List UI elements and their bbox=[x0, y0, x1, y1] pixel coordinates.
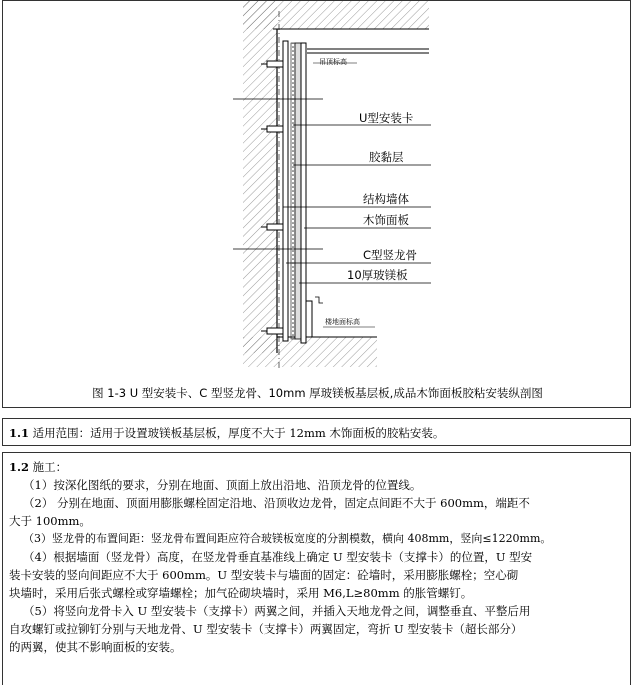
item-line: （5）将竖向龙骨卡入 U 型安装卡（支撑卡）两翼之间，并插入天地龙骨之间，调整垂直、平整后用 bbox=[23, 604, 531, 618]
section-1-2-heading-line bbox=[9, 458, 624, 476]
label-floor-level: 楼地面标高 bbox=[325, 318, 360, 326]
item-line: （3）竖龙骨的布置间距：竖龙骨布置间距应符合玻镁板宽度的分割模数，横向 408mm，竖向≤1220mm。 bbox=[23, 532, 552, 545]
section-1-2-number: 1.2 bbox=[9, 460, 30, 474]
structural-wall bbox=[243, 1, 277, 353]
wood-veneer bbox=[301, 43, 306, 343]
mgo-board bbox=[295, 43, 301, 339]
item-line: 装卡安装的竖向间距应不大于 600mm。U 型安装卡与墙面的固定：砼墙时，采用膨胀螺栓；空心砌 bbox=[9, 568, 519, 582]
label-structural-wall: 结构墙体 bbox=[363, 192, 409, 206]
figure-caption: 图 1-3 U 型安装卡、C 型竖龙骨、10mm 厚玻镁板基层板,成品木饰面板胶粘安装纵剖图 bbox=[92, 386, 543, 400]
label-c-stud: C型竖龙骨 bbox=[363, 248, 418, 262]
label-ceiling-level: 吊顶标高 bbox=[319, 58, 347, 66]
adhesive-layer bbox=[291, 43, 295, 339]
section-1-1-paragraph bbox=[9, 424, 624, 442]
item-line: （2） 分别在地面、顶面用膨胀螺栓固定沿地、沿顶收边龙骨，固定点间距不大于 600mm，端距不 bbox=[23, 496, 530, 510]
figure-panel bbox=[2, 0, 631, 408]
label-wood-veneer: 木饰面板 bbox=[363, 213, 409, 227]
c-stud bbox=[283, 41, 288, 341]
item-line: 自攻螺钉或拉铆钉分别与天地龙骨、U 型安装卡（支撑卡）两翼固定，弯折 U 型安装卡（超长部分） bbox=[9, 622, 523, 636]
item-line: （4）根据墙面（竖龙骨）高度，在竖龙骨垂直基准线上确定 U 型安装卡（支撑卡）的位置，U 型安 bbox=[23, 550, 533, 564]
section-1-1 bbox=[2, 418, 631, 446]
floor-slab bbox=[243, 337, 377, 367]
label-u-clip: U型安装卡 bbox=[359, 111, 414, 125]
item-line: 大于 100mm。 bbox=[9, 514, 91, 528]
label-adhesive: 胶黏层 bbox=[369, 150, 404, 164]
section-1-2 bbox=[2, 452, 631, 685]
item-line: （1）按深化图纸的要求，分别在地面、顶面上放出沿地、沿顶龙骨的位置线。 bbox=[23, 478, 422, 492]
section-1-1-text: 适用范围：适用于设置玻镁板基层板，厚度不大于 12mm 木饰面板的胶粘安装。 bbox=[29, 426, 445, 440]
skirting bbox=[306, 301, 312, 337]
section-drawing bbox=[3, 1, 632, 381]
section-1-2-heading: 施工： bbox=[29, 460, 68, 474]
item-line: 块墙时，采用后张式螺栓或穿墙螺栓；加气砼砌块墙时，采用 M6,L≥80mm 的胀管螺钉。 bbox=[9, 586, 473, 600]
label-mgo-board: 10厚玻镁板 bbox=[347, 268, 408, 282]
item-line: 的两翼，使其不影响面板的安装。 bbox=[9, 640, 182, 654]
section-1-1-number: 1.1 bbox=[9, 426, 30, 440]
